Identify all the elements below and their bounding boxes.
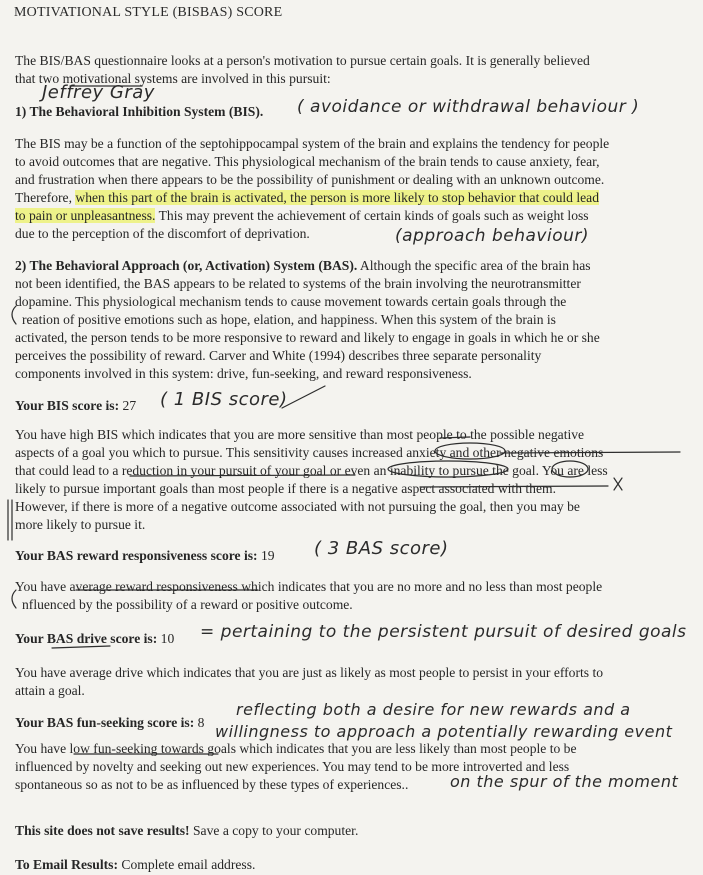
fun-score-line: Your BAS fun-seeking score is: 8: [15, 715, 205, 730]
star-mark: [614, 478, 622, 490]
bas-text-line-1: 2) The Behavioral Approach (or, Activation) System (BAS). Although the specific area of the brain has: [15, 258, 591, 273]
handwritten-fun-note-3: on the spur of the moment: [450, 772, 679, 791]
bis-result-line-2: aspects of a goal you which to pursue. This sensitivity causes increased anxiety and other negative emotions: [15, 445, 604, 460]
bis-result-line-1: You have high BIS which indicates that you are more sensitive than most people to the possible negative: [15, 427, 585, 442]
drive-result-line-2: attain a goal.: [15, 683, 85, 698]
save-note: This site does not save results! Save a copy to your computer.: [15, 823, 359, 838]
bis-text-line-3: and frustration when there appears to be the possibility of punishment or dealing with an unknown outcome.: [15, 172, 605, 187]
bis-score-value: 27: [122, 398, 137, 413]
drive-score-line: Your BAS drive score is: 10: [15, 631, 175, 646]
fun-result-line-3: spontaneous so as not to be as influenced by these types of experiences..: [15, 777, 409, 792]
bas-text-line-3: dopamine. This physiological mechanism tends to cause movement towards certain goals through the: [15, 294, 567, 309]
bis-text-line-6: due to the perception of the discomfort of deprivation.: [15, 226, 310, 241]
intro-line-1: The BIS/BAS questionnaire looks at a person's motivation to pursue certain goals. It is generally believed: [15, 53, 590, 68]
email-note: To Email Results: Complete email address.: [15, 857, 256, 872]
reward-result-line-1: You have average reward responsiveness which indicates that you are no more and no less than most people: [15, 579, 603, 594]
bas-text-line-2: not been identified, the BAS appears to be related to systems of the brain involving the neurotransmitter: [15, 276, 581, 291]
bas-text-line-6: perceives the possibility of reward. Carver and White (1994) describes three separate personality: [15, 348, 542, 363]
bis-text-line-4: Therefore, when this part of the brain is activated, the person is more likely to stop behavior that could lead: [15, 190, 599, 205]
bis-text-line-2: to avoid outcomes that are negative. This physiological mechanism of the brain tends to cause anxiety, fear,: [15, 154, 600, 169]
bis-score-line: Your BIS score is: 27: [15, 398, 137, 413]
reward-score-line: Your BAS reward responsiveness score is: 19: [15, 548, 275, 563]
bas-text-line-7: components involved in this system: drive, fun-seeking, and reward responsiveness.: [15, 366, 472, 381]
bas-heading: 2) The Behavioral Approach (or, Activation) System (BAS).: [15, 258, 358, 273]
handwritten-bis-count: ( 1 BIS score): [160, 389, 288, 410]
fun-result-line-1: You have low fun-seeking towards goals which indicates that you are less likely than most people to be: [15, 741, 577, 756]
bis-text-line-5: to pain or unpleasantness. This may prevent the achievement of certain kinds of goals such as weight loss: [15, 208, 589, 223]
bis-score-check-mark: [282, 386, 325, 408]
highlighted-text: when this part of the brain is activated, the person is more likely to stop behavior that could lead: [75, 190, 599, 205]
bis-result-line-3: that could lead to a reduction in your pursuit of your goal or even an inability to pursue the goal. You are less: [15, 463, 608, 478]
margin-bracket: [8, 500, 12, 540]
highlighted-text: to pain or unpleasantness.: [15, 208, 156, 223]
handwritten-approach-note: (approach behaviour): [395, 226, 589, 246]
handwritten-jeffrey-gray: Jeffrey Gray: [42, 82, 155, 103]
bis-result-line-6: more likely to pursue it.: [15, 517, 146, 532]
handwritten-drive-note: = pertaining to the persistent pursuit of desired goals: [200, 622, 687, 642]
bis-text-line-1: The BIS may be a function of the septohippocampal system of the brain and explains the tendency for people: [15, 136, 610, 151]
handwritten-avoidance-note: ( avoidance or withdrawal behaviour ): [297, 97, 640, 117]
bis-result-line-4: likely to pursue important goals than most people if there is a negative aspect associated with them.: [15, 481, 556, 496]
handwritten-bas-count: ( 3 BAS score): [314, 538, 449, 559]
drive-result-line-1: You have average drive which indicates that you are just as likely as most people to persist in your efforts to: [15, 665, 604, 680]
handwritten-fun-note-1: reflecting both a desire for new rewards and a: [236, 700, 631, 719]
intro-line-2: that two motivational systems are involved in this pursuit:: [15, 71, 331, 86]
bas-text-line-5: activated, the person tends to be more responsive to reward and likely to engage in goals in which he or she: [15, 330, 600, 345]
fun-result-line-2: influenced by novelty and seeking out new experiences. You may tend to be more introverted and less: [15, 759, 570, 774]
handwritten-fun-note-2: willingness to approach a potentially rewarding event: [215, 722, 673, 741]
bas-text-line-4: reation of positive emotions such as hope, elation, and happiness. When this system of the brain is: [22, 312, 556, 327]
fun-score-value: 8: [197, 715, 205, 730]
bis-result-line-5: However, if there is more of a negative outcome associated with not pursuing the goal, then you may be: [15, 499, 580, 514]
reward-score-value: 19: [260, 548, 275, 563]
drive-score-value: 10: [160, 631, 175, 646]
bis-heading: 1) The Behavioral Inhibition System (BIS).: [15, 104, 264, 119]
reward-result-line-2: nfluenced by the possibility of a reward or positive outcome.: [22, 597, 353, 612]
page-title: MOTIVATIONAL STYLE (BISBAS) SCORE: [14, 5, 283, 20]
